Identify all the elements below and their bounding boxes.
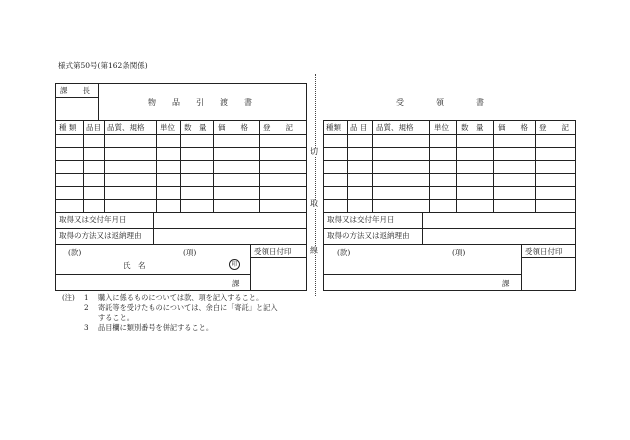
note-text-3: 品目欄に類別番号を併記すること。 [98,323,214,332]
receipt-form-title: 受 領 書 [396,98,484,107]
section-chief-label: 課 長 [60,86,90,95]
r-kou-label: (項) [452,248,466,257]
col-unit: 単位 [160,123,175,132]
cut-mark-1: 切 [310,147,318,156]
col-quality: 品質、規格 [107,123,145,132]
notes-label: (注) [62,293,75,302]
col-item: 品目 [86,123,101,132]
col-register: 登 記 [263,123,293,132]
section-label: 課 [232,279,240,288]
r-col-quantity: 数 量 [461,123,484,132]
r-col-unit: 単位 [434,123,449,132]
cut-mark-2: 取 [310,199,318,208]
delivery-form-frame [55,83,307,291]
note-text-2b: すること。 [98,313,134,322]
received-date-label: 受領日付印 [254,247,292,256]
note-num-1: 1 [84,293,89,302]
cut-line [315,74,316,296]
col-quantity: 数 量 [184,123,207,132]
r-col-quality: 品質、規格 [376,123,414,132]
note-text-1: 購入に係るものについては款、項を記入すること。 [98,293,264,302]
r-col-price: 価 格 [498,123,528,132]
note-text-2: 寄託等を受けたものについては、余白に「寄託」と記入 [98,303,278,312]
form-number: 様式第50号(第162条関係) [58,61,148,70]
r-acquire-date-label: 取得又は交付年月日 [327,215,395,224]
r-col-register: 登 記 [539,123,569,132]
receipt-form-frame [323,120,576,291]
r-received-date-label: 受領日付印 [525,247,563,256]
col-price: 価 格 [218,123,248,132]
r-method-label: 取得の方法又は返納理由 [327,231,410,240]
r-kan-label: (款) [337,248,351,257]
kou-label: (項) [183,248,197,257]
name-label: 氏 名 [123,261,146,270]
delivery-form-title: 物 品 引 渡 書 [148,98,252,107]
note-num-3: 3 [84,323,89,332]
col-type: 種 類 [59,123,77,132]
r-col-type: 種類 [326,123,341,132]
seal-icon: 印 [229,259,240,270]
acquire-date-label: 取得又は交付年月日 [59,215,127,224]
cut-mark-3: 線 [310,246,318,255]
kan-label: (款) [68,248,82,257]
r-col-item: 品 目 [350,123,368,132]
method-label: 取得の方法又は返納理由 [59,231,142,240]
r-section-label: 課 [502,279,510,288]
note-num-2: 2 [84,303,89,312]
